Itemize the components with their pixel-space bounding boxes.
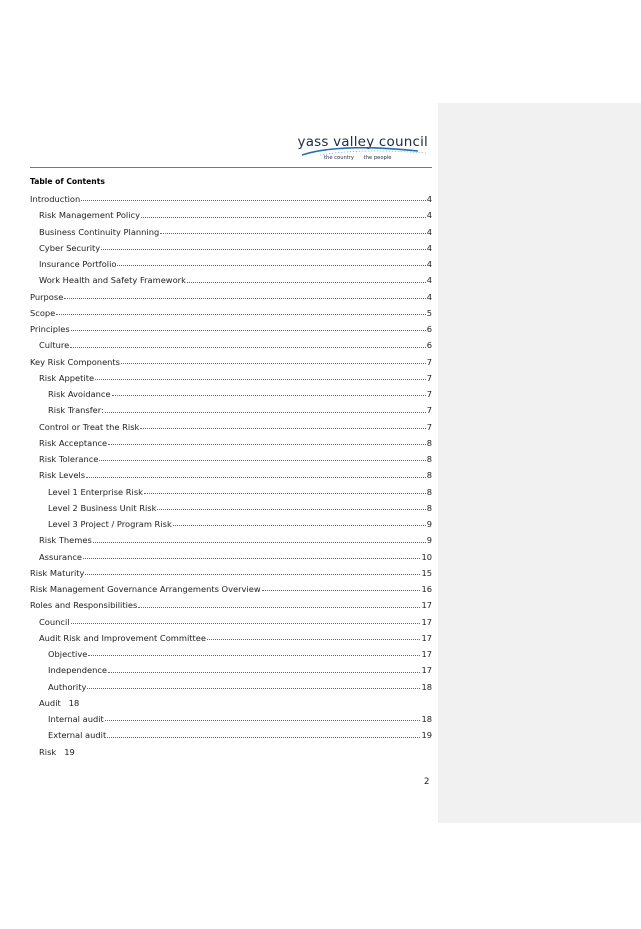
toc-entry-title: Culture (39, 340, 70, 351)
toc-entry-page: 7 (426, 372, 432, 383)
toc-entry-title: Objective (48, 649, 88, 659)
toc-dot-leader (101, 249, 426, 250)
table-of-contents (30, 191, 432, 760)
toc-entry[interactable] (30, 386, 432, 402)
toc-entry[interactable] (30, 711, 432, 727)
toc-entry-page: 7 (426, 356, 432, 367)
toc-dot-leader (71, 330, 426, 331)
toc-entry-page: 18 (68, 697, 80, 708)
toc-entry-title: Authority (48, 681, 87, 692)
toc-entry-page: 19 (64, 746, 75, 757)
toc-entry[interactable] (30, 744, 432, 760)
toc-entry[interactable] (30, 435, 432, 451)
toc-entry-page: 9 (426, 519, 432, 529)
toc-entry-title: Risk Avoidance (48, 389, 111, 399)
toc-entry-page: 16 (421, 584, 432, 594)
toc-entry[interactable] (30, 419, 432, 435)
toc-dot-leader (262, 590, 421, 591)
toc-dot-leader (157, 509, 425, 510)
toc-entry-page: 7 (426, 405, 432, 416)
toc-entry[interactable] (30, 370, 432, 386)
toc-dot-leader (173, 525, 426, 526)
toc-entry[interactable] (30, 565, 432, 581)
toc-dot-leader (70, 347, 426, 348)
toc-dot-leader (138, 607, 420, 608)
toc-entry-page: 5 (426, 307, 432, 318)
toc-entry[interactable] (30, 500, 432, 516)
toc-entry-page: 18 (421, 681, 432, 692)
toc-dot-leader (105, 412, 426, 413)
toc-entry-page: 7 (426, 389, 432, 399)
toc-entry-title: Risk Acceptance (39, 437, 108, 448)
toc-dot-leader (121, 363, 426, 364)
toc-entry-page: 4 (426, 226, 432, 237)
toc-entry[interactable] (30, 305, 432, 321)
toc-entry-page: 18 (421, 714, 432, 724)
toc-entry[interactable] (30, 354, 432, 370)
toc-dot-leader (141, 217, 426, 218)
toc-entry-page: 8 (426, 486, 432, 497)
toc-dot-leader (56, 314, 425, 315)
toc-entry-page: 19 (421, 730, 432, 741)
toc-dot-leader (85, 574, 420, 575)
toc-dot-leader (140, 428, 425, 429)
toc-dot-leader (83, 558, 420, 559)
toc-dot-leader (108, 444, 426, 445)
toc-entry-page: 8 (426, 454, 432, 464)
toc-entry-page: 8 (426, 437, 432, 448)
toc-entry-title: Level 3 Project / Program Risk (48, 519, 172, 529)
toc-entry-title: Business Continuity Planning (39, 226, 160, 237)
toc-entry-title: External audit (48, 730, 107, 741)
toc-dot-leader (112, 395, 426, 396)
toc-entry-page: 7 (426, 421, 432, 432)
toc-entry[interactable] (30, 321, 432, 337)
toc-heading: Table of Contents (30, 177, 105, 186)
toc-entry-title: Control or Treat the Risk (39, 421, 140, 432)
toc-entry[interactable] (30, 451, 432, 467)
header-divider (30, 167, 432, 168)
toc-entry-page: 17 (421, 649, 432, 659)
toc-entry[interactable] (30, 402, 432, 418)
toc-dot-leader (144, 493, 426, 494)
toc-entry-title: Risk Themes (39, 535, 92, 546)
toc-entry-page: 4 (426, 291, 432, 302)
toc-entry-title: Principles (30, 324, 70, 334)
toc-entry-page: 4 (426, 194, 432, 204)
toc-entry-page: 15 (421, 567, 432, 578)
toc-entry-page: 6 (426, 340, 432, 351)
toc-entry-page: 6 (426, 324, 432, 334)
toc-dot-leader (93, 542, 426, 543)
toc-entry[interactable] (30, 337, 432, 353)
toc-entry-title: Work Health and Safety Framework (39, 275, 186, 286)
toc-entry[interactable] (30, 630, 432, 646)
toc-entry[interactable] (30, 516, 432, 532)
toc-entry-title: Audit (39, 697, 61, 708)
toc-entry-title: Risk Appetite (39, 372, 95, 383)
toc-dot-leader (81, 200, 425, 201)
toc-entry-title: Independence (48, 665, 108, 676)
toc-dot-leader (64, 298, 425, 299)
toc-entry-title: Level 2 Business Unit Risk (48, 502, 157, 513)
toc-entry[interactable] (30, 581, 432, 597)
toc-entry-title: Internal audit (48, 714, 104, 724)
toc-entry-title: Risk Management Policy (39, 210, 140, 221)
toc-entry[interactable] (30, 679, 432, 695)
toc-entry-title: Risk (39, 746, 57, 757)
toc-entry[interactable] (30, 532, 432, 548)
toc-entry-title: Scope (30, 307, 56, 318)
toc-entry[interactable] (30, 240, 432, 256)
toc-entry-page: 4 (426, 242, 432, 253)
toc-entry[interactable] (30, 549, 432, 565)
toc-dot-leader (87, 688, 420, 689)
toc-entry-page: 17 (421, 600, 432, 611)
toc-entry[interactable] (30, 484, 432, 500)
toc-entry[interactable] (30, 662, 432, 678)
toc-entry-title: Cyber Security (39, 242, 101, 253)
toc-entry-page: 8 (426, 470, 432, 481)
toc-entry-title: Audit Risk and Improvement Committee (39, 632, 206, 643)
council-logo-text: yass valley council (297, 134, 428, 150)
toc-entry[interactable] (30, 256, 432, 272)
toc-entry-title: Assurance (39, 551, 82, 562)
toc-dot-leader (160, 233, 425, 234)
toc-dot-leader (107, 737, 420, 738)
toc-dot-leader (117, 265, 425, 266)
toc-dot-leader (71, 623, 421, 624)
toc-dot-leader (108, 672, 420, 673)
toc-entry[interactable] (30, 467, 432, 483)
toc-entry-title: Insurance Portfolio (39, 259, 117, 269)
toc-entry[interactable] (30, 191, 432, 207)
toc-entry[interactable] (30, 207, 432, 223)
toc-entry-title: Introduction (30, 194, 81, 204)
toc-entry-page: 17 (421, 632, 432, 643)
toc-entry[interactable] (30, 272, 432, 288)
toc-entry[interactable] (30, 695, 432, 711)
toc-entry-title: Risk Transfer: (48, 405, 104, 416)
toc-dot-leader (86, 477, 426, 478)
toc-dot-leader (99, 460, 425, 461)
toc-entry[interactable] (30, 614, 432, 630)
page-header (30, 134, 432, 168)
toc-entry-title: Key Risk Components (30, 356, 121, 367)
toc-entry-page: 4 (426, 275, 432, 286)
toc-entry-title: Council (39, 616, 70, 627)
toc-entry[interactable] (30, 289, 432, 305)
toc-entry-page: 9 (426, 535, 432, 546)
toc-entry-title: Level 1 Enterprise Risk (48, 486, 143, 497)
toc-entry-title: Risk Tolerance (39, 454, 99, 464)
council-tagline (324, 155, 391, 161)
toc-entry-page: 10 (421, 551, 432, 562)
toc-dot-leader (88, 655, 420, 656)
toc-dot-leader (95, 379, 426, 380)
toc-entry-page: 17 (421, 616, 432, 627)
tagline-people: the people (363, 155, 392, 161)
toc-entry-title: Risk Maturity (30, 567, 85, 578)
toc-dot-leader (187, 282, 426, 283)
toc-entry-title: Purpose (30, 291, 64, 302)
toc-entry-page: 8 (426, 502, 432, 513)
tagline-country: the country (324, 155, 355, 161)
toc-entry[interactable] (30, 597, 432, 613)
toc-dot-leader (207, 639, 420, 640)
toc-entry-title: Risk Levels (39, 470, 86, 481)
toc-entry-title: Risk Management Governance Arrangements Overview (30, 584, 261, 594)
toc-dot-leader (105, 720, 421, 721)
toc-entry[interactable] (30, 646, 432, 662)
toc-entry[interactable] (30, 224, 432, 240)
toc-entry[interactable] (30, 727, 432, 743)
toc-entry-page: 17 (421, 665, 432, 676)
page-number: 2 (424, 777, 430, 787)
toc-entry-page: 4 (426, 210, 432, 221)
toc-entry-title: Roles and Responsibilities (30, 600, 138, 611)
toc-entry-page: 4 (426, 259, 432, 269)
comment-panel (438, 103, 641, 823)
